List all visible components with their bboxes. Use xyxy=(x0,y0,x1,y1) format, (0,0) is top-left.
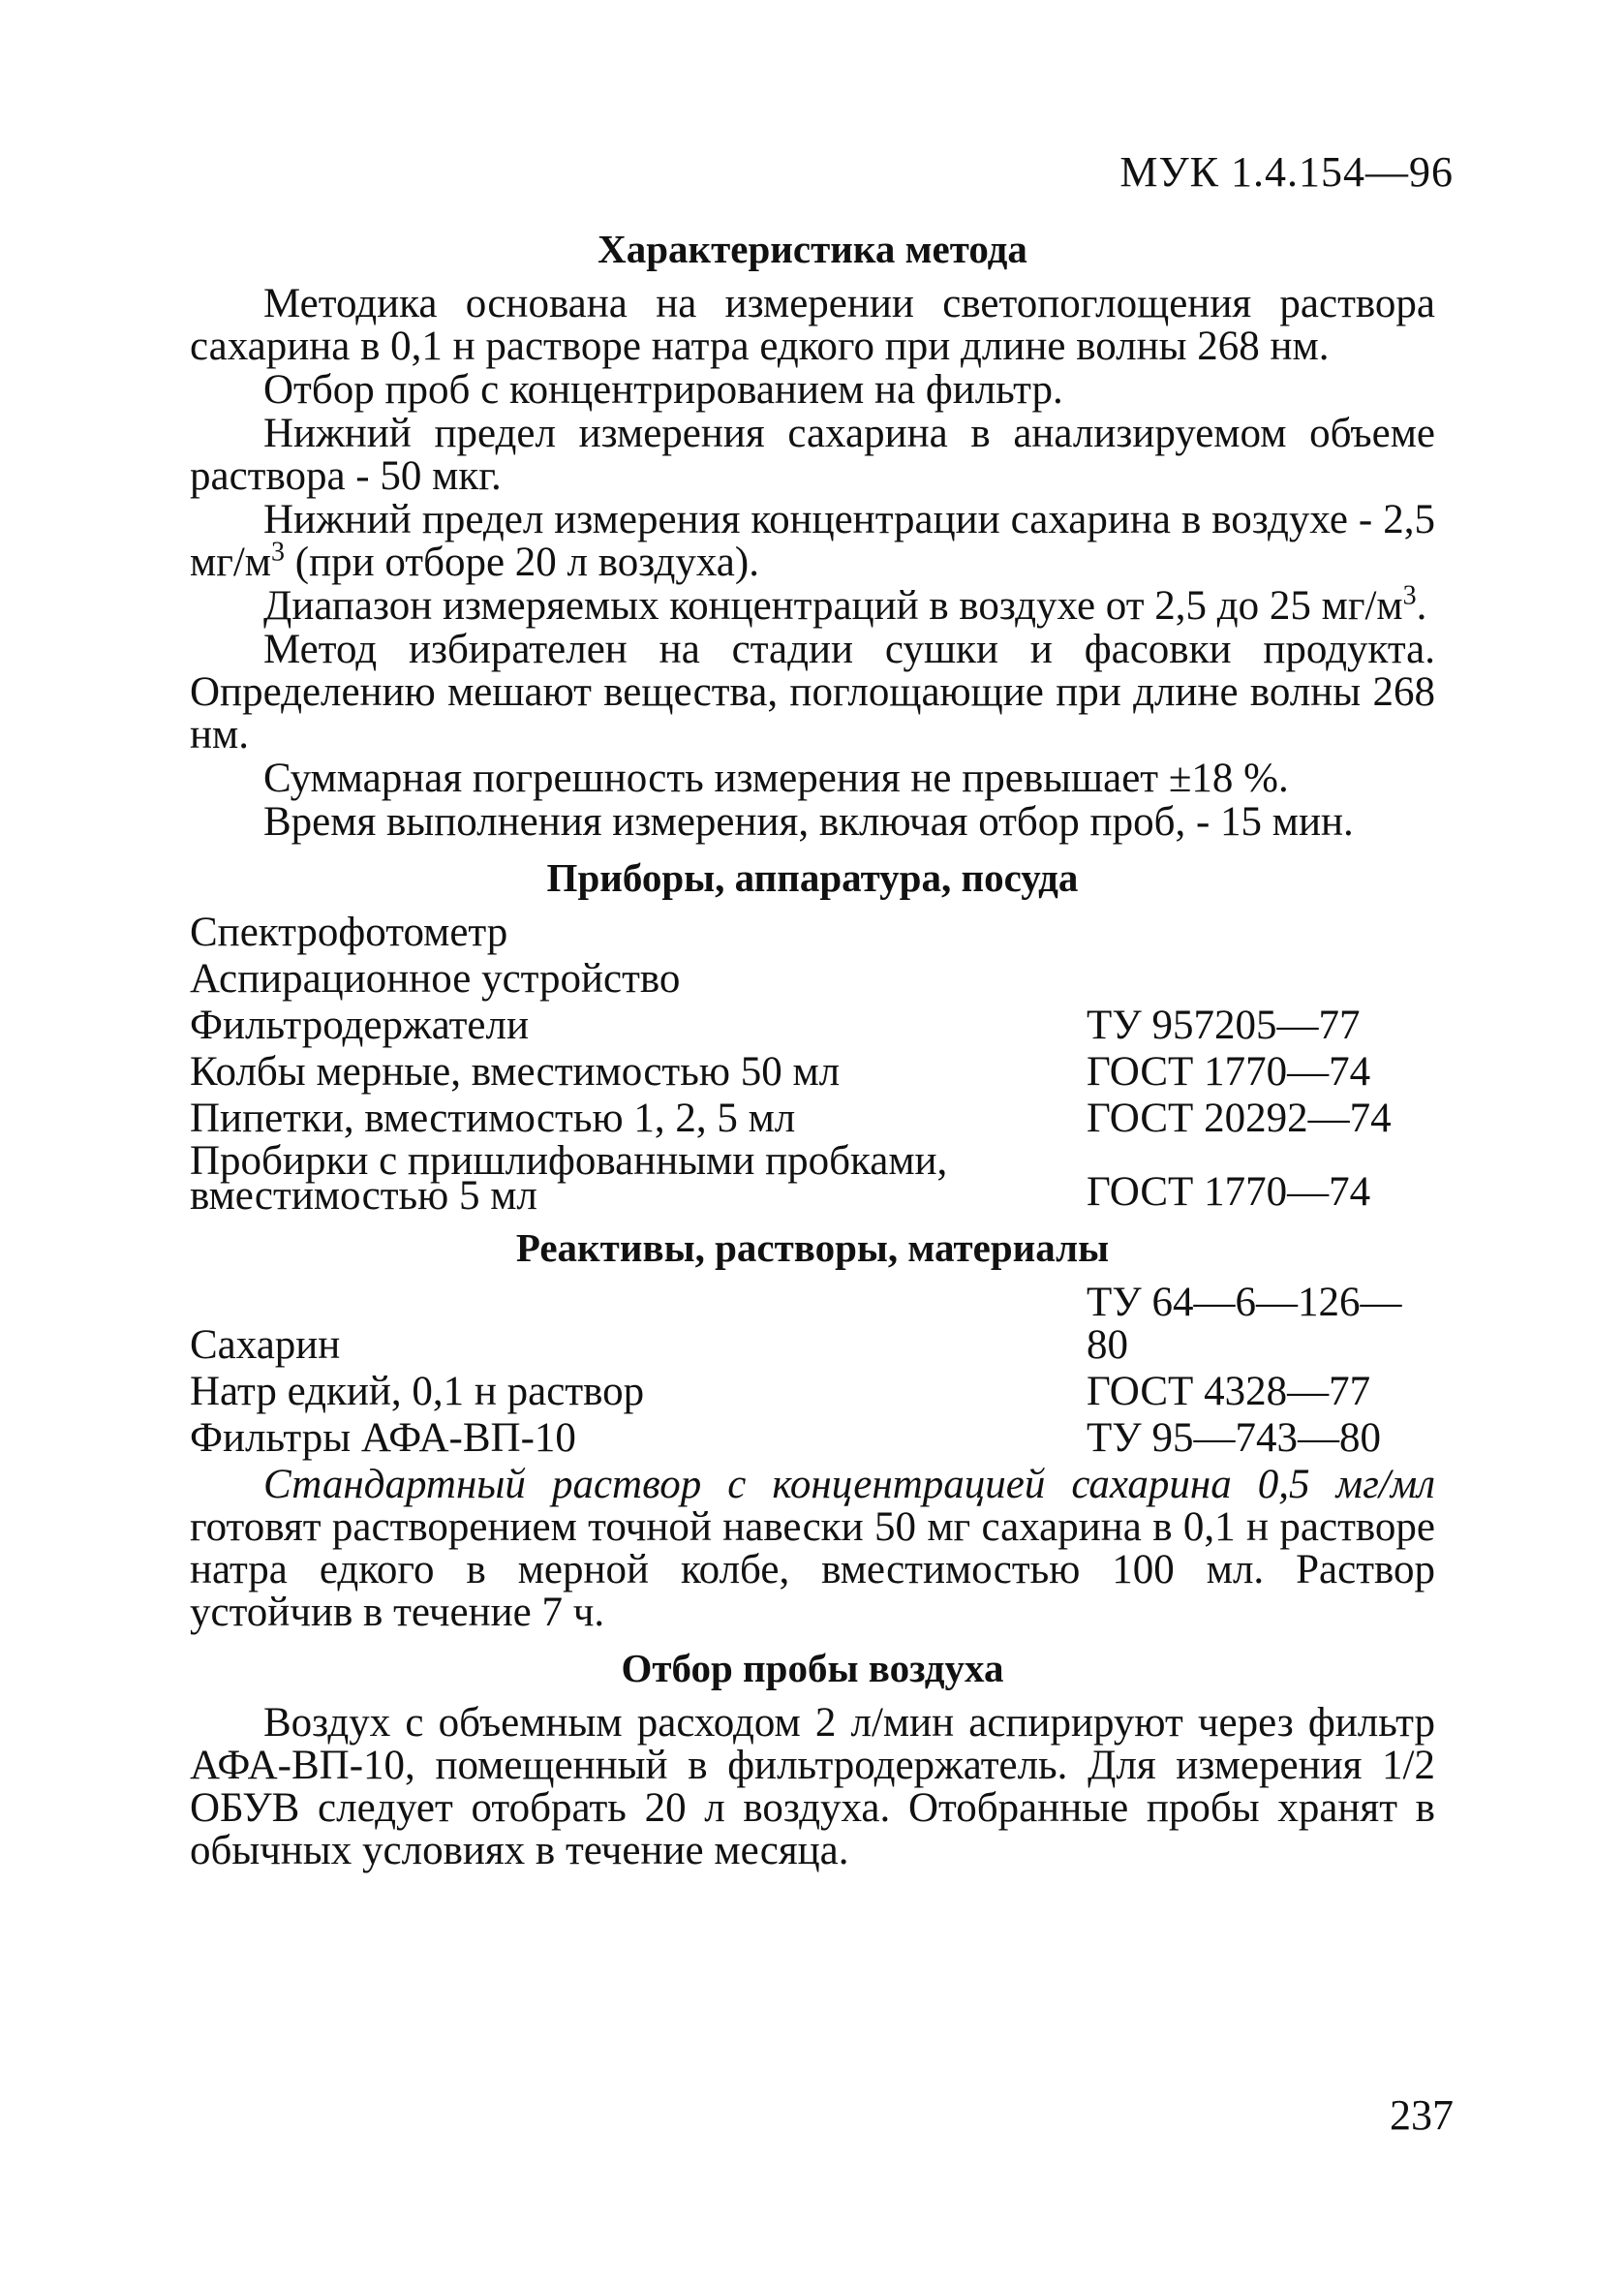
text: готовят растворением точной навески 50 мг сахарина в 0,1 н растворе натра едкого в мерной колбе, вместимостью 100 мл. Раствор устойчив в течение 7 ч. xyxy=(190,1504,1435,1635)
reagent-name: Натр едкий, 0,1 н раствор xyxy=(190,1369,645,1414)
text: Нижний предел измерения концентрации сахарина в воздухе - 2,5 мг/м xyxy=(190,497,1435,585)
section-title-equipment: Приборы, аппаратура, посуда xyxy=(546,855,1079,900)
equipment-standard: ТУ 957205—77 xyxy=(1087,1003,1361,1048)
text: Диапазон измеряемых концентраций в воздухе от 2,5 до 25 мг/м xyxy=(263,583,1403,629)
equipment-standard: ГОСТ 1770—74 xyxy=(1087,1049,1371,1095)
equipment-name: Фильтродержатели xyxy=(190,1003,529,1048)
document-code: МУК 1.4.154—96 xyxy=(1119,148,1454,196)
superscript: 3 xyxy=(1402,580,1417,611)
equipment-row xyxy=(190,1098,1435,1140)
paragraph-range xyxy=(190,580,1435,629)
paragraph: Время выполнения измерения, включая отбор проб, - 15 мин. xyxy=(263,799,1354,845)
equipment-standard: ГОСТ 1770—74 xyxy=(1087,1169,1371,1215)
equipment-row xyxy=(190,1005,1435,1047)
equipment-name: Пробирки с пришлифованными пробками, вместимостью 5 мл xyxy=(190,1138,948,1219)
section-title-reagents: Реактивы, растворы, материалы xyxy=(515,1225,1110,1270)
paragraph: Суммарная погрешность измерения не превышает ±18 %. xyxy=(263,756,1289,801)
equipment-name: Спектрофотометр xyxy=(190,910,508,955)
text: . xyxy=(1416,583,1427,629)
section-title-method: Характеристика метода xyxy=(598,227,1027,271)
equipment-name: Пипетки, вместимостью 1, 2, 5 мл xyxy=(190,1096,796,1141)
section-title-sampling: Отбор пробы воздуха xyxy=(621,1646,1004,1690)
reagent-name: Фильтры АФА-ВП-10 xyxy=(190,1415,576,1461)
page-number: 237 xyxy=(1390,2091,1454,2139)
equipment-row xyxy=(190,1138,1435,1219)
paragraph-standard-solution xyxy=(190,1464,1435,1634)
reagent-row xyxy=(190,1282,1435,1367)
paragraph: Метод избирателен на стадии сушки и фасовки продукта. Определению мешают вещества, поглощающие при длине волны 268 нм. xyxy=(190,627,1435,758)
equipment-name: Колбы мерные, вместимостью 50 мл xyxy=(190,1049,841,1095)
reagent-standard: ГОСТ 4328—77 xyxy=(1087,1369,1371,1414)
equipment-row xyxy=(190,912,1435,954)
reagent-name: Сахарин xyxy=(190,1322,341,1368)
paragraph: Воздух с объемным расходом 2 л/мин аспирируют через фильтр АФА-ВП-10, помещенный в фильтродержатель. Для измерения 1/2 ОБУВ следует отобрать 20 л воздуха. Отобранные пробы хранят в обычных условиях в течение месяца. xyxy=(190,1700,1435,1873)
reagent-standard: ТУ 95—743—80 xyxy=(1087,1415,1381,1461)
reagent-standard: ТУ 64—6—126—80 xyxy=(1087,1280,1402,1368)
paragraph: Отбор проб с концентрированием на фильтр. xyxy=(263,367,1063,413)
equipment-name: Аспирационное устройство xyxy=(190,956,681,1002)
equipment-row xyxy=(190,1051,1435,1094)
equipment-standard: ГОСТ 20292—74 xyxy=(1087,1096,1392,1141)
paragraph: Нижний предел измерения сахарина в анализируемом объеме раствора - 50 мкг. xyxy=(190,411,1435,499)
italic-term: Стандартный раствор с концентрацией сахарина 0,5 мг/мл xyxy=(263,1462,1435,1507)
reagent-row xyxy=(190,1417,1435,1460)
text: (при отборе 20 л воздуха). xyxy=(285,540,759,585)
paragraph: Методика основана на измерении светопоглощения раствора сахарина в 0,1 н растворе натра едкого при длине волны 268 нм. xyxy=(190,281,1435,369)
page-content xyxy=(190,215,1435,1873)
paragraph-limit-air xyxy=(190,499,1435,584)
superscript: 3 xyxy=(271,537,286,568)
equipment-row xyxy=(190,958,1435,1001)
reagent-row xyxy=(190,1371,1435,1413)
